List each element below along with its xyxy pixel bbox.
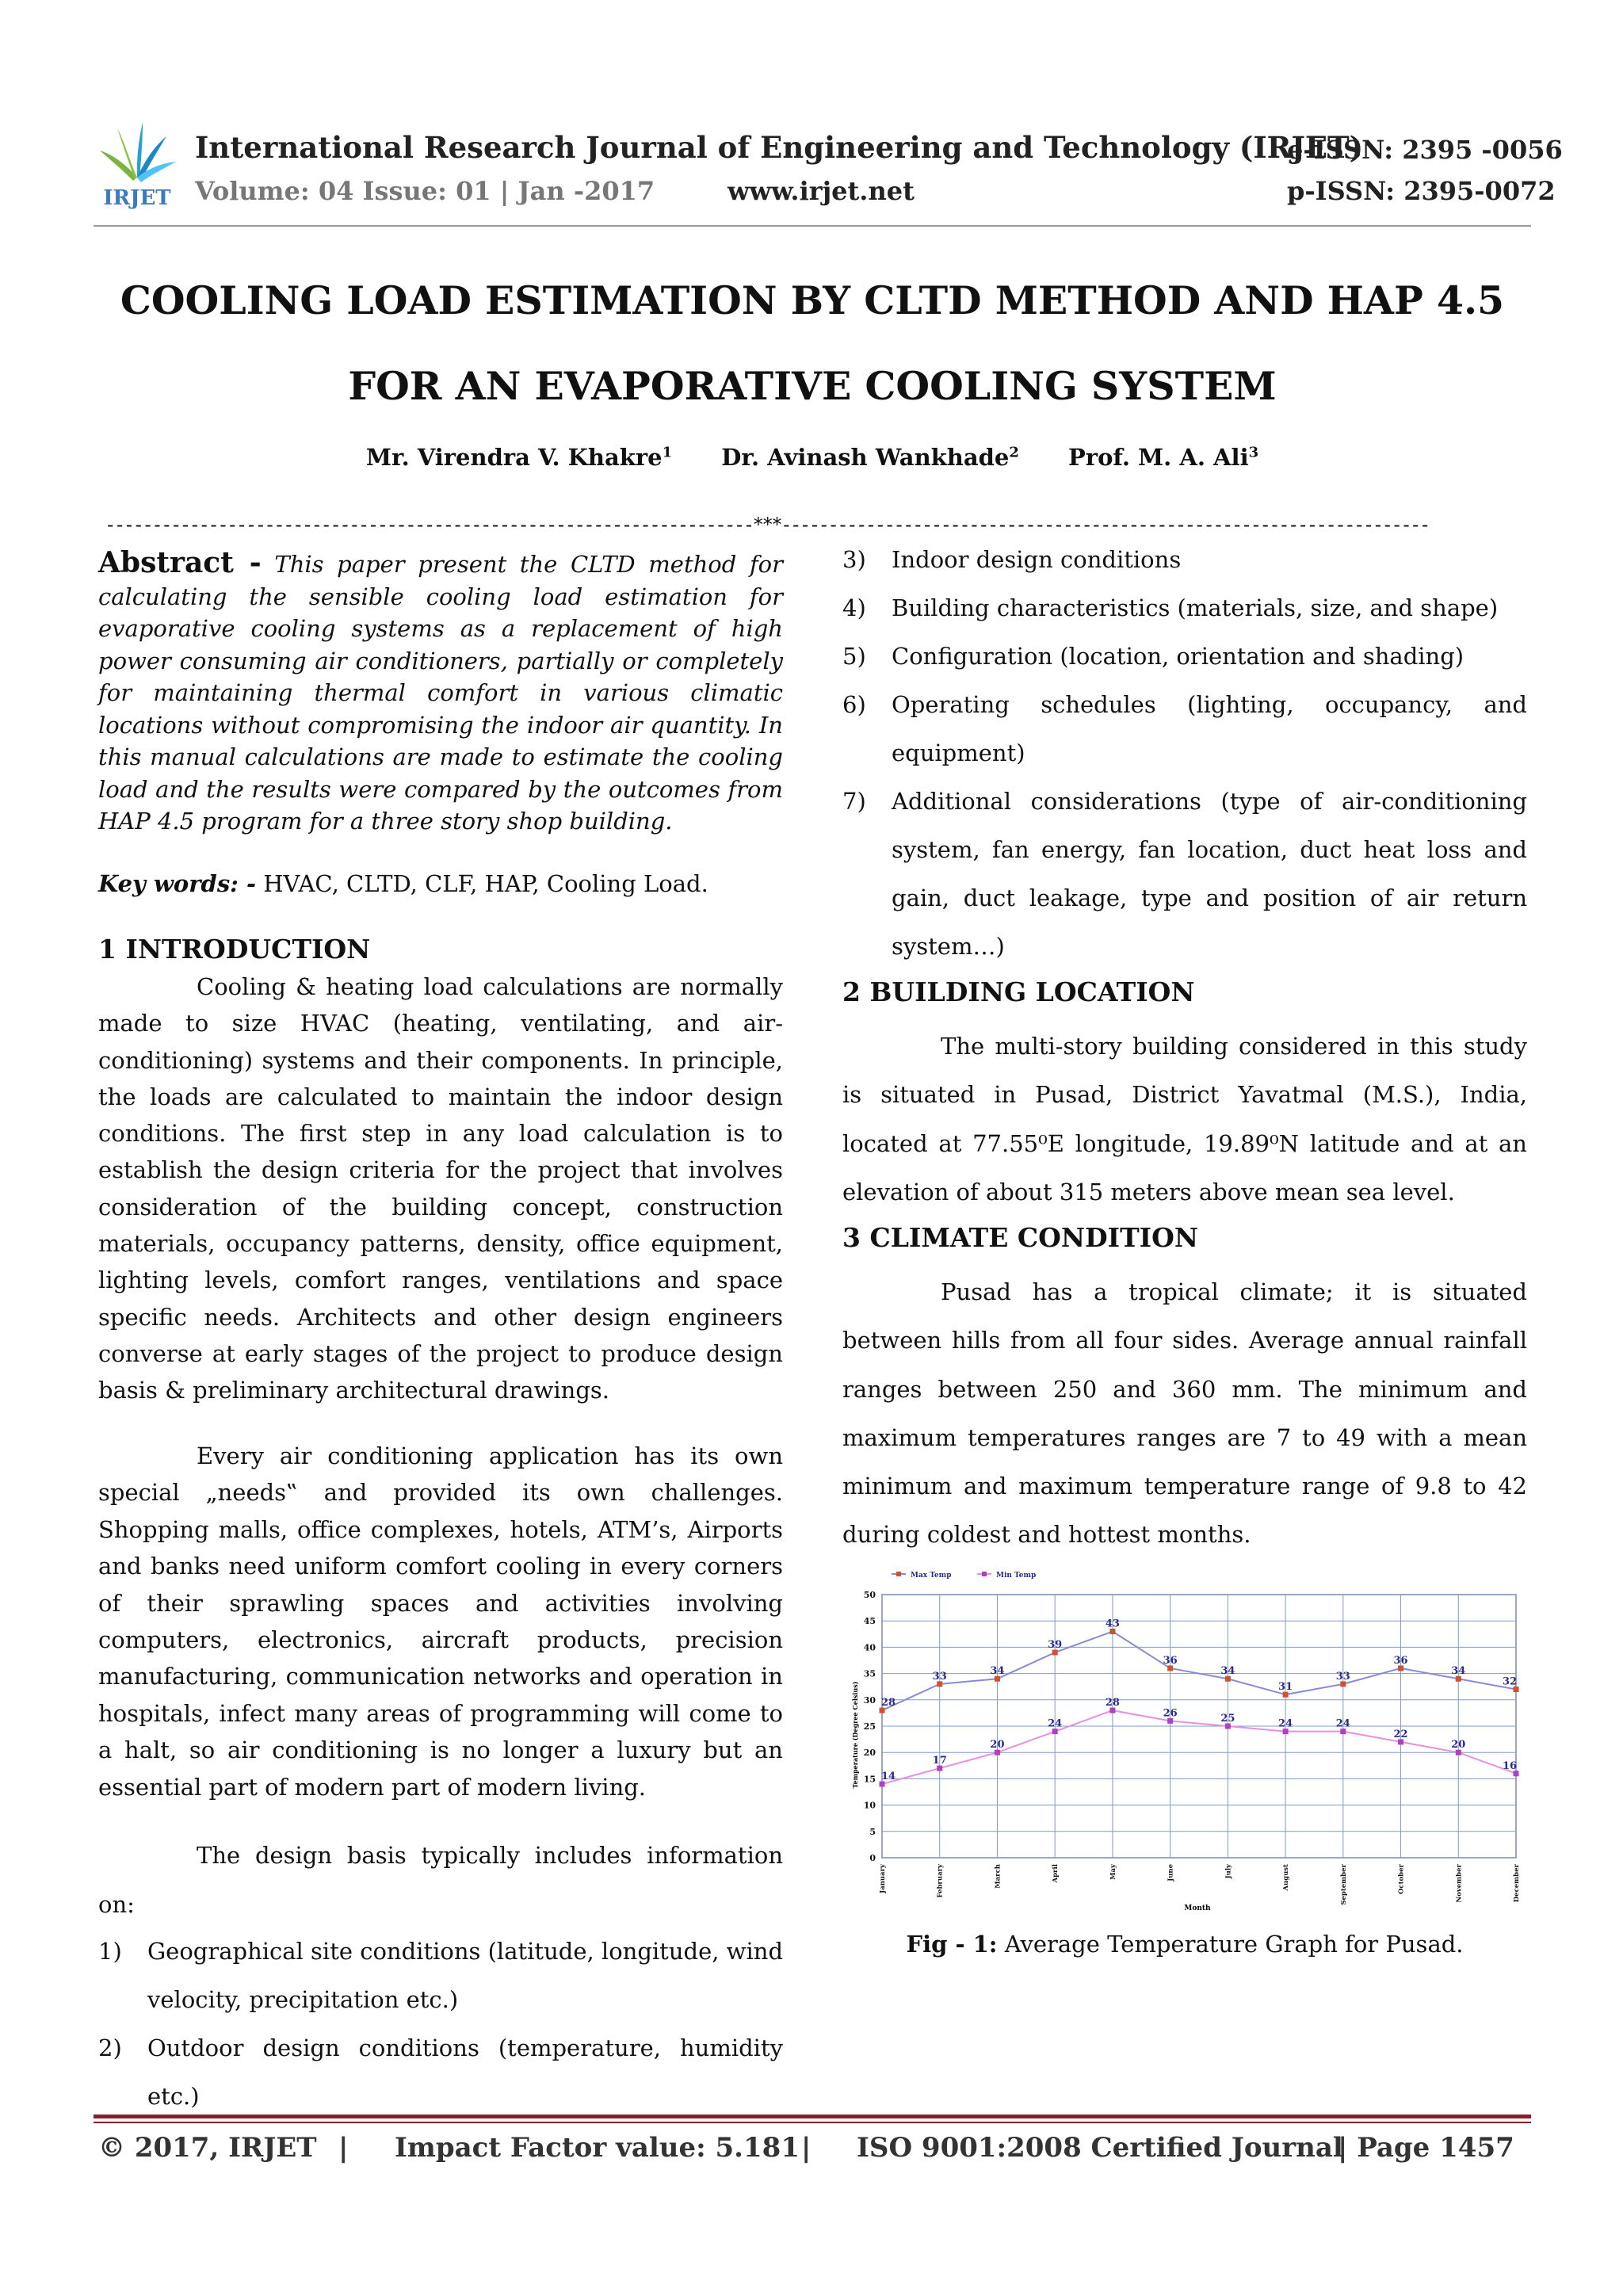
section-heading-climate-condition: 3 CLIMATE CONDITION [842, 1222, 1199, 1253]
irjet-logo [94, 116, 181, 211]
section-heading-building-location: 2 BUILDING LOCATION [842, 976, 1195, 1007]
footer-separator: | [801, 2132, 812, 2164]
list-item: 2) Outdoor design conditions (temperature, humidity etc.) [98, 2034, 783, 2110]
author-1: Mr. Virendra V. Khakre$^1$ [365, 444, 673, 471]
x-tick-label: September [1339, 1864, 1348, 1905]
x-tick-label: October [1397, 1864, 1406, 1895]
climate-condition-paragraph: Pusad has a tropical climate; it is situated between hills from all four sides. Average annual rainfall ranges between 250 and 360 mm. The minimum and maximum temperatures ranges are 7 to 49 with a mean minimum and maximum temperature range of 9.8 to 42 during coldest and hottest months. [842, 1278, 1527, 1549]
list-item: 5) Configuration (location, orientation and shading) [842, 643, 1465, 670]
x-tick-label: February [936, 1864, 945, 1898]
data-label: 36 [1393, 1654, 1408, 1667]
intro-paragraph-1: Cooling & heating load calculations are normally made to size HVAC (heating, ventilating, and air-conditioning) systems and their components. In principle, the loads are calculated to maintain the indoor design conditions. The first step in any load calculation is to establish the design criteria for the project that involves consideration of the building concept, construction materials, occupancy patterns, density, office equipment, lighting levels, comfort ranges, ventilations and space specific needs. Architects and other design engineers converse at early stages of the project to produce design basis & preliminary architectural drawings. [98, 973, 783, 1404]
x-tick-label: June [1167, 1864, 1175, 1881]
y-tick-label: 40 [863, 1642, 876, 1653]
author-2: Dr. Avinash Wankhade$^2$ [721, 444, 1019, 471]
p-issn: p-ISSN: 2395-0072 [1287, 176, 1556, 206]
data-label: 34 [990, 1665, 1005, 1678]
x-tick-label: December [1513, 1864, 1521, 1903]
section-heading-introduction: 1 INTRODUCTION [98, 934, 371, 965]
list-item: 4) Building characteristics (materials, size, and shape) [842, 594, 1499, 621]
data-label: 36 [1163, 1654, 1178, 1667]
data-label: 32 [1502, 1675, 1518, 1688]
x-tick-label: January [879, 1864, 887, 1893]
data-label: 43 [1105, 1618, 1120, 1630]
volume-issue: Volume: 04 Issue: 01 | Jan -2017 [195, 176, 655, 206]
data-label: 14 [880, 1771, 896, 1783]
building-location-paragraph: The multi-story building considered in this study is situated in Pusad, District Yavatmal (M.S.), India, located at 77.55⁰E longitude, 19.89⁰N latitude and at an elevation of about 315 meters above mean sea level. [842, 1033, 1527, 1205]
footer-copyright: © 2017, IRJET [98, 2132, 317, 2164]
data-label: 28 [1105, 1697, 1120, 1710]
intro-paragraph-2: Every air conditioning application has its own special „needs‟ and provided its own challenges. Shopping malls, office complexes, hotels, ATM’s, Airports and banks need uniform comfort cooling in every corners of their sprawling spaces and activities involving computers, electronics, aircraft products, precision manufacturing, communication networks and operation in hospitals, infect many areas of programming will come to a halt, so air conditioning is no longer a luxury but an essential part of modern part of modern living. [98, 1442, 783, 1801]
abstract-heading: Abstract - [98, 546, 262, 579]
data-label: 39 [1048, 1639, 1063, 1652]
paper-title-line-2: FOR AN EVAPORATIVE COOLING SYSTEM [348, 363, 1277, 409]
x-tick-label: March [994, 1864, 1002, 1889]
legend-label: Min Temp [996, 1572, 1037, 1580]
logo-fan-icon [100, 122, 176, 182]
y-tick-label: 20 [863, 1748, 876, 1759]
paper-title-line-1: COOLING LOAD ESTIMATION BY CLTD METHOD AND HAP 4.5 [120, 277, 1505, 323]
average-temperature-chart [842, 1564, 1527, 1913]
x-tick-label: November [1455, 1864, 1464, 1903]
list-item: 7) Additional considerations (type of air-conditioning system, fan energy, fan location, duct heat loss and gain, duct leakage, type and position of air return system…) [842, 788, 1527, 960]
data-label: 24 [1048, 1717, 1063, 1730]
author-3: Prof. M. A. Ali$^3$ [1068, 444, 1259, 471]
abstract-text: This paper present the CLTD method for calculating the sensible cooling load estimation for evaporative cooling systems as a replacement of high power consuming air conditioners, partially or completely for maintaining thermal comfort in various climatic locations without compromising the indoor air quantity. In this manual calculations are made to estimate the cooling load and the results were compared by the outcomes from HAP 4.5 program for a three story shop building. [98, 551, 783, 835]
abstract [98, 547, 783, 838]
footer-separator: | [338, 2132, 349, 2164]
data-label: 24 [1335, 1717, 1350, 1730]
y-tick-label: 25 [863, 1721, 876, 1732]
y-tick-label: 15 [863, 1774, 876, 1785]
footer-rule-thick [94, 2115, 1531, 2118]
legend-marker [982, 1572, 987, 1576]
data-label: 33 [932, 1670, 947, 1683]
list-item: 3) Indoor design conditions [842, 546, 1182, 573]
journal-website-link[interactable]: www.irjet.net [727, 176, 915, 206]
data-label: 33 [1335, 1670, 1350, 1683]
intro-paragraph-3: The design basis typically includes information on: [98, 1842, 783, 1918]
y-tick-label: 10 [863, 1800, 876, 1811]
data-label: 26 [1163, 1707, 1178, 1720]
y-tick-label: 30 [863, 1694, 876, 1706]
section-separator: ---------------------------------------------------------------------***--------------------------------------------------------------------- [105, 514, 1429, 536]
list-item: 1) Geographical site conditions (latitude, longitude, wind velocity, precipitation etc.) [98, 1938, 784, 2013]
x-axis-label: Month [1184, 1904, 1211, 1912]
list-item: 6) Operating schedules (lighting, occupancy, and equipment) [842, 691, 1527, 766]
y-axis-label: Temperature (Degree Celsius) [851, 1681, 859, 1789]
data-label: 28 [880, 1697, 896, 1710]
footer-iso: ISO 9001:2008 Certified Journal [857, 2132, 1343, 2164]
y-tick-label: 50 [863, 1590, 876, 1600]
data-label: 34 [1220, 1665, 1235, 1678]
data-label: 22 [1393, 1728, 1408, 1740]
journal-name: International Research Journal of Engineering and Technology (IRJET) [195, 130, 1364, 165]
legend-label: Max Temp [911, 1572, 952, 1580]
x-tick-label: April [1052, 1864, 1060, 1883]
data-label: 31 [1278, 1681, 1293, 1694]
x-tick-label: August [1282, 1864, 1291, 1891]
y-tick-label: 35 [863, 1668, 876, 1679]
data-label: 25 [1220, 1713, 1235, 1725]
keywords-label: Key words: - [98, 870, 256, 897]
data-label: 20 [1451, 1739, 1466, 1752]
keywords-text: HVAC, CLTD, CLF, HAP, Cooling Load. [256, 870, 708, 897]
data-label: 24 [1278, 1717, 1293, 1730]
keywords [98, 870, 783, 897]
x-tick-label: July [1224, 1864, 1233, 1879]
data-label: 20 [990, 1739, 1005, 1752]
data-label: 16 [1502, 1759, 1518, 1772]
figure-caption [842, 1931, 1527, 1958]
data-label: 17 [932, 1755, 947, 1767]
figure-caption-text: Average Temperature Graph for Pusad. [997, 1931, 1464, 1958]
author-list [94, 444, 1531, 471]
header-divider [94, 225, 1531, 227]
e-issn: e-ISSN: 2395 -0056 [1287, 135, 1563, 165]
footer-impact-factor: Impact Factor value: 5.181 [395, 2132, 800, 2164]
data-label: 34 [1451, 1665, 1466, 1678]
figure-caption-label: Fig - 1: [906, 1931, 998, 1958]
y-tick-label: 5 [869, 1826, 876, 1837]
footer-page-number: | Page 1457 [1338, 2132, 1514, 2164]
y-tick-label: 45 [863, 1616, 876, 1627]
x-tick-label: May [1109, 1864, 1117, 1880]
y-tick-label: 0 [869, 1853, 876, 1863]
legend-marker [896, 1572, 901, 1576]
logo-text: IRJET [103, 186, 171, 210]
footer-rule-thin [94, 2122, 1531, 2123]
